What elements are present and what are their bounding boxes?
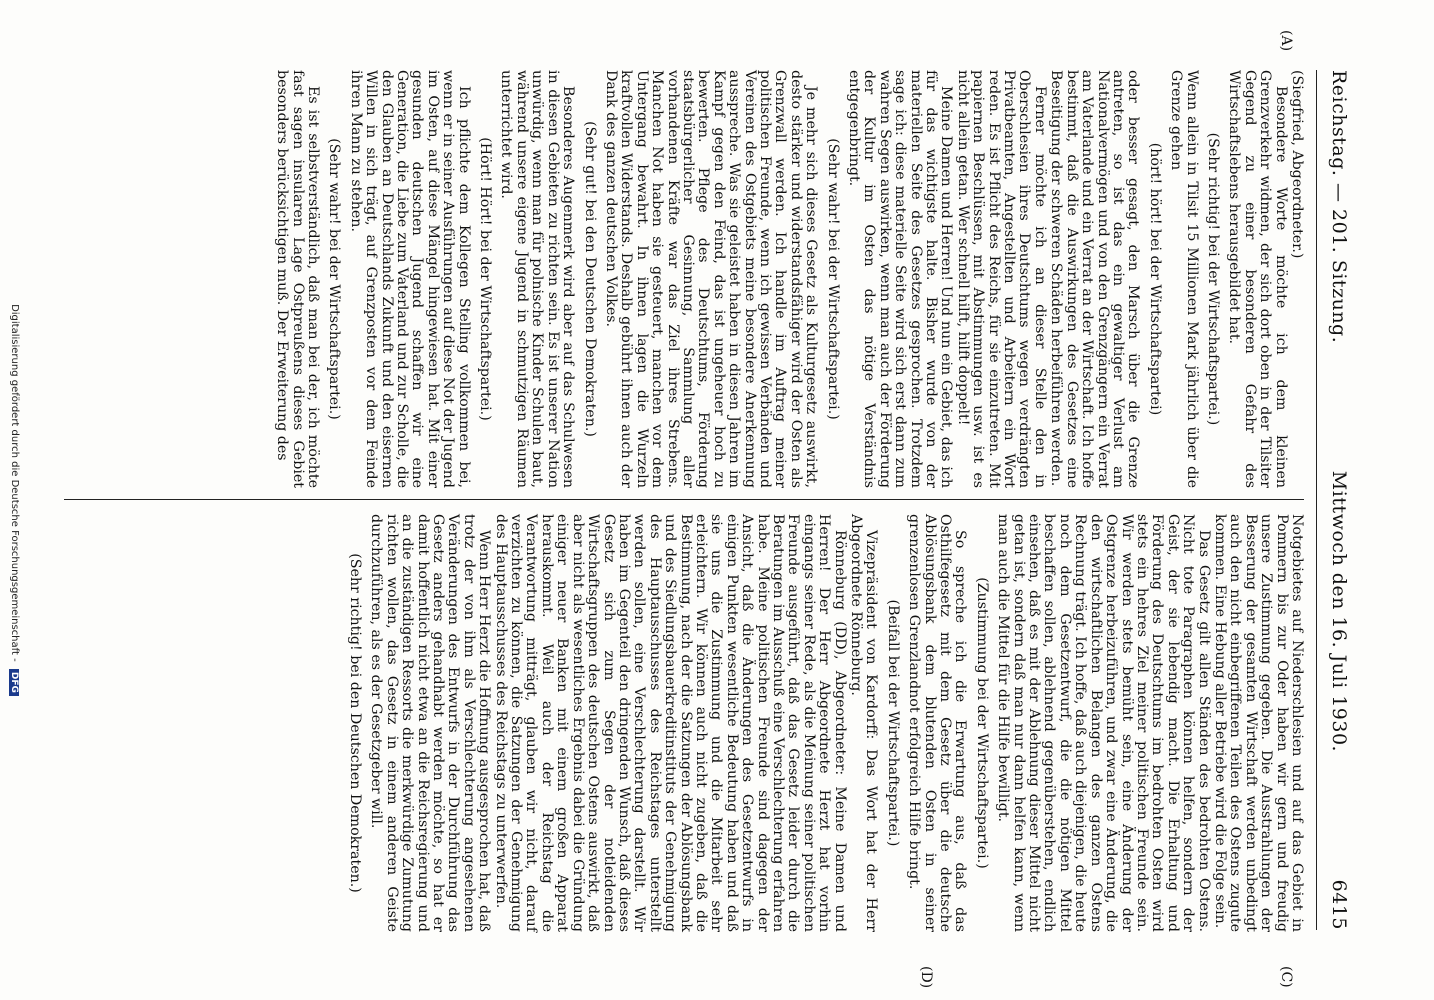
- footer-text: Digitalisierung gefördert durch die Deutsche Forschungsgemeinschaft -: [9, 304, 20, 662]
- header-date: Mittwoch den 16. Juli 1930.: [1328, 470, 1350, 753]
- paragraph: Ich pflichte dem Kollegen Stelling vollkommen bei, wenn er in seiner Ausführungen auf diese Not der Jugend im Osten, auf diese Mängel hingewiesen hat. Mit einer gesunden deutschen Jugend schaffen wir eine Generation, die Liebe zum Vaterland und zur Scholle, die den Glauben an Deutschlands Zukunft und den eisernen Willen in sich trägt, auf Grenzposten vor dem Feinde ihren Mann zu stehen.: [347, 70, 472, 488]
- paragraph: Das Gesetz gilt allen Ständen des bedrohten Ostens. Nicht tote Paragraphen können helfen, sondern der Geist, der sie lebendig macht. Die Erhaltung und Förderung des Deutschtums im bedrohten Osten wird stets ein hehres Ziel meiner politischen Freunde sein. Wir werden stets bemüht sein, eine Änderung der Ostgrenze herbeizuführen, und zwar eine Änderung, die den wirtschaftlichen Belangen des ganzen Ostens Rechnung trägt. Ich hoffe, daß auch diejenigen, die heute noch dem Gesetzentwurf, die die nötigen Mittel beschaffen sollen, ablehnend gegenüberstehen, endlich einsehen, daß es mit der Ablehnung dieser Mittel nicht getan ist, sondern daß man nur dann helfen kann, wenn man auch die Mittel für die Hilfe bewilligt.: [995, 514, 1212, 932]
- paragraph: Besonderes Augenmerk wird aber auf das Schulwesen in diesen Gebieten zu richten sein. Es ist unserer Nation unwürdig, wenn man für polnische Kinder Schulen baut, während unsere eigene Jugend in schmutzigen Räumen unterrichtet wird.: [498, 70, 577, 488]
- paragraph: oder besser gesagt, den Marsch über die Grenze antreten, so ist das ein gewaltiger Verlust am Nationalvermögen und von den Grenzgängern ein Verrat am Vaterlande und ein Verrat an der Wirtschaft. Ich hoffe bestimmt, daß die Auswirkungen des Gesetzes eine Beseitigung der schweren Schäden herbeiführen werden.: [1048, 70, 1142, 488]
- header-left: Reichstag. — 201. Sitzung.: [1328, 70, 1350, 344]
- interjection: (Zustimmung bei der Wirtschaftspartei.): [973, 577, 990, 869]
- paragraph: Wenn allein in Tilsit 15 Millionen Mark jährlich über die Grenze gehen: [1168, 70, 1200, 488]
- interjection: (Sehr richtig! bei der Wirtschaftspartei.): [1204, 132, 1221, 426]
- interjection: (hört! hört! bei der Wirtschaftspartei): [1146, 142, 1163, 416]
- paragraph: Ferner möchte ich an dieser Stelle den in Oberschlesien ihres Deutschtums wegen verdrängten Privatbeamten, Angestellten und Arbeitern ein Wort reden. Es ist Pflicht des Reichs, für sie einzutreten. Mit papiernen Beschlüssen, mit Abstimmungen usw. ist es nicht allein getan. Wer schnell hilft, hilft doppelt!: [954, 70, 1048, 488]
- paragraph: Meine Damen und Herren! Und nun ein Gebiet, das ich für das wichtigste halte. Bisher wurde von der materiellen Seite des Gesetzes gesprochen. Trotzdem sage ich: diese materielle Seite wird sich erst dann zum wahren Segen auswirken, wenn man auch der Förderung der Kultur im Osten das nötige Verständnis entgegenbringt.: [846, 70, 955, 488]
- interjection: (Sehr richtig! bei den Deutschen Demokraten.): [347, 553, 364, 893]
- paragraph: (Siegfried, Abgeordneter.): [1289, 70, 1305, 259]
- paragraph: Vizepräsident von Kardorff: Das Wort hat der Herr Abgeordnete Rönneburg.: [848, 514, 880, 932]
- right-column: [341, 514, 1304, 932]
- page-header: [1322, 70, 1356, 930]
- paragraph: Rönneburg (DD), Abgeordneter: Meine Damen und Herren! Der Herr Abgeordnete Herzt hat vorhin eingangs seiner Rede, als die Meinung seiner politischen Freunde ausgeführt, daß das Gesetz leider durch die Beratungen im Ausschuß eine Verschlechterung erfahren habe. Meine politischen Freunde sind dagegen der Ansicht, daß die Änderungen des Gesetzentwurfs in einigen Punkten wesentliche Bedeutung haben und daß sie uns die Zustimmung und die Mitarbeit sehr erleichtern. Wir können auch nicht zugeben, daß die Bestimmung, nach der die Satzungen der Ablösungsbank und des Siedlungsbauerkreditinstituts der Genehmigung des Hauptausschusses des Reichstages unterstellt werden sollen, eine Verschlechterung darstellt. Wir haben im Gegenteil den dringenden Wunsch, daß dieses Gesetz sich zum Segen der notleidenden Wirtschaftsgruppen des deutschen Ostens auswirkt, daß aber nicht als wesentliches Ergebnis dabei die Gründung einiger neuer Banken mit einem großen Apparat herauskommt. Weil auch der Reichstag die Verantwortung mitträgt, glauben wir nicht, darauf verzichten zu können, die Satzungen der Genehmigung des Hauptausschusses des Reichstags zu unterwerfen.: [492, 514, 848, 932]
- interjection: (Hört! Hört! bei der Wirtschaftspartei.): [477, 137, 494, 421]
- paragraph: Es ist selbstverständlich, daß man bei der, ich möchte fast sagen insularen Lage Ostpreußens dieses Gebiet besonders berücksichtigen muß. Der Erweiterung des: [274, 70, 322, 488]
- interjection: (Beifall bei der Wirtschaftspartei.): [884, 599, 901, 847]
- margin-marker-c: (C): [1278, 966, 1294, 988]
- paragraph: So spreche ich die Erwartung aus, daß das Osthilfegesetz mit dem Gesetz über die deutsche Ablösungsbank dem blutenden Osten in seiner grenzenlosen Grenzlandnot erfolgreich Hilfe bringt.: [906, 514, 969, 932]
- interjection: (Sehr gut! bei den Deutschen Demokraten.): [581, 121, 598, 437]
- paragraph: Wenn Herr Herzt die Hoffnung ausgesprochen hat, daß trotz der von ihm als Verschlechterung angesehenen Veränderungen des Entwurfs in der Durchführung das Gesetz anders gehandhabt werden möchte, so hat er damit hoffentlich nicht etwa an die Reichsregierung und an die zuständigen Ressorts die merkwürdige Zumutung richten wollen, das Gesetz in einem anderen Geiste durchzuführen, als es der Gesetzgeber will.: [368, 514, 493, 932]
- interjection: (Sehr wahr! bei der Wirtschaftspartei.): [326, 138, 343, 420]
- header-rule: [1316, 70, 1317, 930]
- margin-marker-d: (D): [918, 966, 934, 989]
- dfg-logo: DFG: [9, 669, 19, 696]
- digitization-footer: [0, 0, 20, 1000]
- interjection: (Sehr wahr! bei der Wirtschaftspartei.): [824, 138, 841, 420]
- paragraph: Besondere Worte möchte ich dem kleinen Grenzverkehr widmen, der sich dort oben in der Tilsiter Gegend zu einer besonderen Gefahr des Wirtschaftslebens herausgebildet hat.: [1226, 70, 1289, 488]
- paragraph: Je mehr sich dieses Gesetz als Kulturgesetz auswirkt, desto stärker und widerstandsfähiger wird der Osten als Grenzwall werden. Ich handle im Auftrag meiner politischen Freunde, wenn ich gewissen Verbänden und Vereinen des Ostgebiets meine besondere Anerkennung ausspreche. Was sie geleistet haben in diesen Jahren im Kampf gegen den Feind, das ist ungeheuer hoch zu bewerten. Pflege des Deutschtums, Förderung staatsbürgerlicher Gesinnung, Sammlung aller vorhandenen Kräfte war das Ziel ihres Strebens. Manchen Not haben sie gesteuert, manchen vor dem Untergang bewahrt. In ihnen lagen die Wurzeln kraftvollen Widerstands. Deshalb gebührt ihnen auch der Dank des ganzen deutschen Volkes.: [602, 70, 820, 488]
- page-number: 6415: [1328, 879, 1350, 930]
- paragraph: Notgebietes auf Niederschlesien und auf das Gebiet in Pommern bis zur Oder haben wir gern und freudig unsere Zustimmung gegeben. Die Ausstrahlungen der Besserung der gesamten Wirtschaft werden unbedingt auch den nicht einbegriffenen Teilen des Ostens zugute kommen. Eine Hebung aller Betriebe wird die Folge sein.: [1211, 514, 1305, 932]
- column-divider: [64, 499, 1304, 500]
- left-column: [273, 70, 1304, 488]
- margin-marker-a: (A): [1278, 30, 1294, 52]
